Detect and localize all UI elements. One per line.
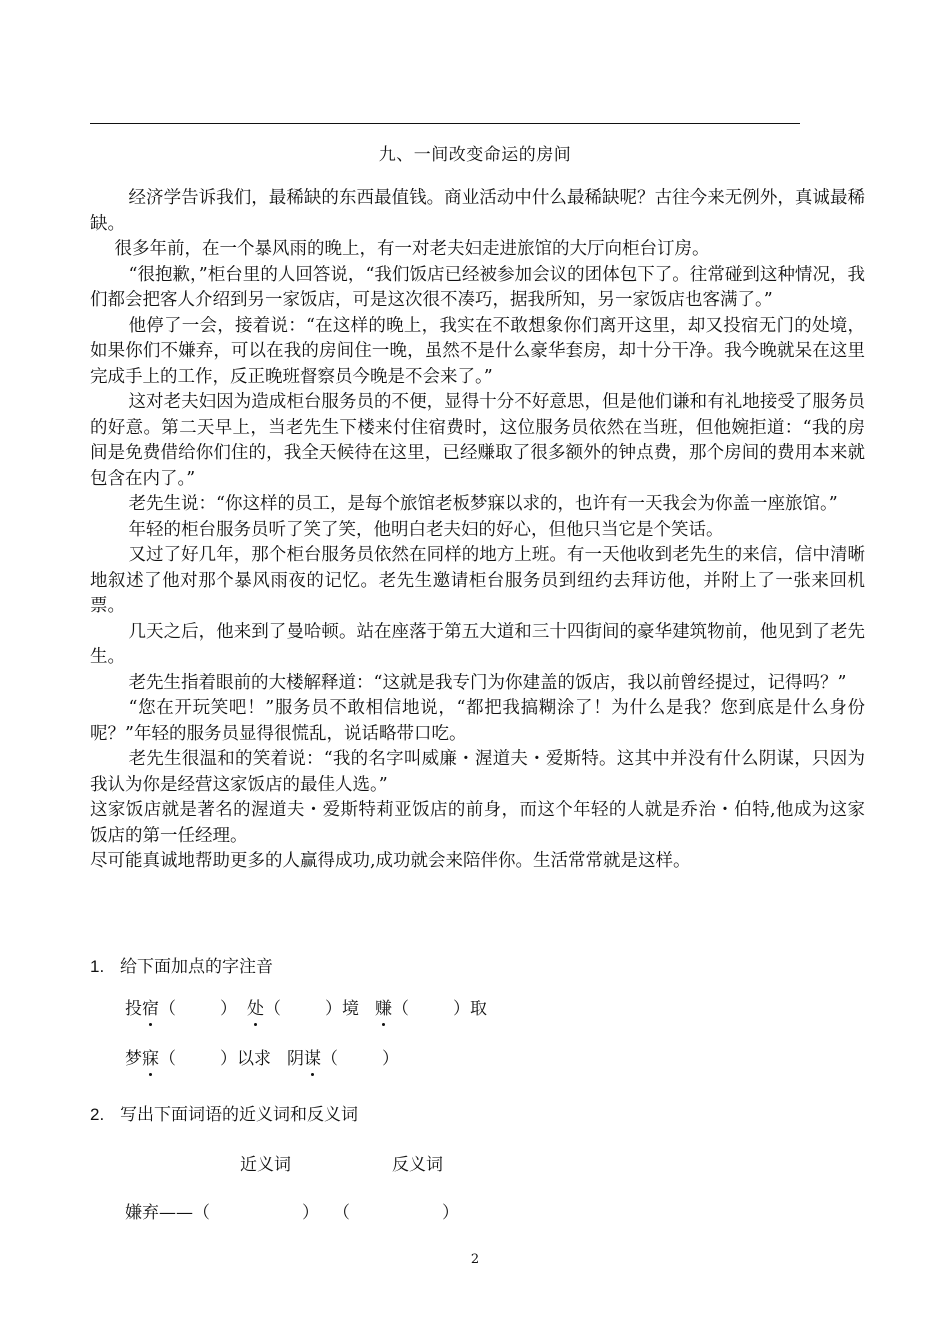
word-char: 取 xyxy=(470,999,487,1019)
top-rule xyxy=(90,123,800,124)
paragraph: 他停了一会，接着说：“在这样的晚上，我实在不敢想象你们离开这里，却又投宿无门的处境，如果你们不嫌弃，可以在我的房间住一晚，虽然不是什么豪华套房，却十分干净。我今晚就呆在这里完成手上的工作，反正晚班督察员今晚是不会来了。” xyxy=(90,315,865,387)
paragraph: 几天之后，他来到了曼哈顿。站在座落于第五大道和三十四街间的豪华建筑物前，他见到了老先生。 xyxy=(90,621,865,667)
pinyin-row-1 xyxy=(125,994,487,1019)
question-text: 写出下面词语的近义词和反义词 xyxy=(120,1105,358,1125)
paragraph: 老先生很温和的笑着说：“我的名字叫威廉・渥道夫・爱斯特。这其中并没有什么阴谋，只因为我认为你是经营这家饭店的最佳人选。” xyxy=(90,749,865,795)
blank[interactable]: （ ） xyxy=(159,999,237,1019)
dotted-char: 寐 xyxy=(142,1049,159,1069)
dotted-char: 处 xyxy=(247,999,264,1019)
question-number: 1. xyxy=(90,957,105,976)
paragraph: “您在开玩笑吧！”服务员不敢相信地说，“都把我搞糊涂了！为什么是我？您到底是什么身份呢？”年轻的服务员显得很慌乱，说话略带口吃。 xyxy=(90,698,865,744)
word-label: 嫌弃—— xyxy=(125,1203,193,1223)
question-2 xyxy=(90,1100,358,1125)
dotted-char: 宿 xyxy=(142,999,159,1019)
word-char: 投 xyxy=(125,999,142,1019)
synonym-header: 近义词 xyxy=(240,1155,291,1175)
page-title: 九、一间改变命运的房间 xyxy=(378,145,572,165)
dotted-char: 赚 xyxy=(375,999,392,1019)
blank[interactable]: （ ） xyxy=(159,1049,237,1069)
paragraph: “很抱歉，”柜台里的人回答说，“我们饭店已经被参加会议的团体包下了。往常碰到这种情况，我们都会把客人介绍到另一家饭店，可是这次很不凑巧，据我所知，另一家饭店也客满了。” xyxy=(90,264,865,310)
paragraph: 老先生说：“你这样的员工，是每个旅馆老板梦寐以求的，也许有一天我会为你盖一座旅馆。” xyxy=(128,494,838,514)
question-number: 2. xyxy=(90,1105,105,1124)
paragraph: 老先生指着眼前的大楼解释道：“这就是我专门为你建盖的饭店，我以前曾经提过，记得吗？” xyxy=(128,672,847,693)
word-char: 梦 xyxy=(125,1049,142,1069)
dotted-char: 谋 xyxy=(304,1049,321,1069)
word-char: 以求 xyxy=(237,1049,271,1069)
blank[interactable]: （ ） xyxy=(392,999,470,1019)
paragraph: 很多年前，在一个暴风雨的晚上，有一对老夫妇走进旅馆的大厅向柜台订房。 xyxy=(114,239,710,259)
word-char: 境 xyxy=(342,999,359,1019)
word-row xyxy=(125,1198,459,1223)
antonym-blank[interactable]: （ ） xyxy=(333,1203,459,1223)
blank[interactable]: （ ） xyxy=(264,999,342,1019)
question-1 xyxy=(90,952,273,977)
paragraph: 经济学告诉我们，最稀缺的东西最值钱。商业活动中什么最稀缺呢？古往今来无例外，真诚最稀缺。 xyxy=(90,188,865,234)
blank[interactable]: （ ） xyxy=(321,1049,399,1069)
antonym-header: 反义词 xyxy=(392,1155,443,1175)
paragraph: 尽可能真诚地帮助更多的人赢得成功,成功就会来陪伴你。生活常常就是这样。 xyxy=(90,851,691,871)
paragraph: 又过了好几年，那个柜台服务员依然在同样的地方上班。有一天他收到老先生的来信，信中清晰地叙述了他对那个暴风雨夜的记忆。老先生邀请柜台服务员到纽约去拜访他，并附上了一张来回机票。 xyxy=(90,545,865,616)
article-body xyxy=(90,186,865,875)
paragraph: 这对老夫妇因为造成柜台服务员的不便，显得十分不好意思，但是他们谦和有礼地接受了服务员的好意。第二天早上，当老先生下楼来付住宿费时，这位服务员依然在当班，但他婉拒道：“我的房间是免费借给你们住的，我全天候待在这里，已经赚取了很多额外的钟点费，那个房间的费用本来就包含在内了。” xyxy=(90,392,865,489)
paragraph: 这家饭店就是著名的渥道夫・爱斯特莉亚饭店的前身，而这个年轻的人就是乔治・伯特,他成为这家饭店的第一任经理。 xyxy=(90,800,865,846)
synonym-blank[interactable]: （ ） xyxy=(193,1203,319,1223)
paragraph: 年轻的柜台服务员听了笑了笑，他明白老夫妇的好心，但他只当它是个笑话。 xyxy=(128,519,724,540)
pinyin-row-2 xyxy=(125,1044,399,1069)
question-text: 给下面加点的字注音 xyxy=(120,957,273,977)
word-char: 阴 xyxy=(287,1049,304,1069)
page-number: 2 xyxy=(470,1252,480,1267)
